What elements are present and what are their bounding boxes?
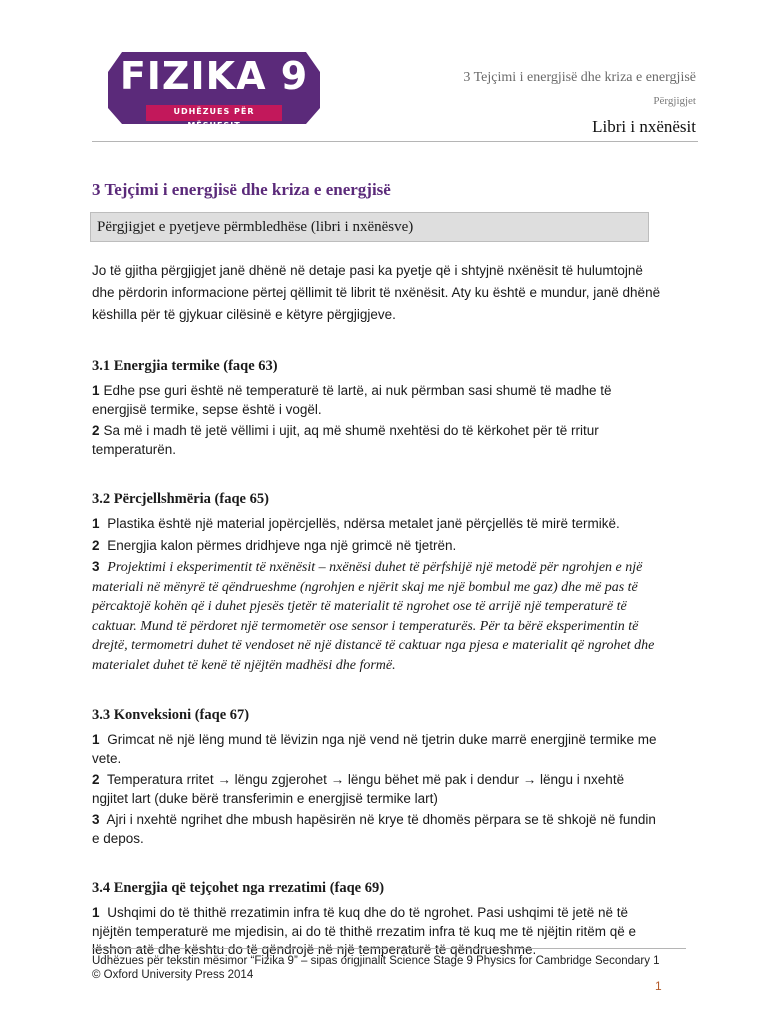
logo-title: FIZIKA 9 (119, 54, 309, 98)
section-title: 3.4 Energjia që tejçohet nga rrezatimi (faqe 69) (92, 880, 385, 896)
header-subtitle: Përgjigjet (653, 95, 696, 107)
answer-item (92, 731, 662, 768)
answer-item (92, 771, 662, 808)
answer-number: 2 (92, 423, 100, 438)
section-title: 3.3 Konveksioni (faqe 67) (92, 707, 250, 723)
answer-text: Ushqimi do të thithë rrezatimin infra të kuq dhe do të ngrohet. Pasi ushqimi të jetë në të njëjtën temperaturë me mjedisin, ai do të thithë rrezatim infra të kuq me të njëjtin ritëm që e lëshon atë dhe kështu do të qëndrojë në një temperaturë të qëndrueshme. (92, 905, 637, 957)
answer-item (92, 558, 662, 675)
footer-text (92, 954, 682, 982)
answer-text: Sa më i madh të jetë vëllimi i ujit, aq më shumë nxehtësi do të kërkohet për të rritur temperaturën. (92, 423, 599, 457)
answer-number: 1 (92, 516, 100, 531)
footer-divider (92, 948, 686, 949)
section-3-3 (92, 705, 662, 848)
header-chapter-title: 3 Tejçimi i energjisë dhe kriza e energjisë (463, 70, 696, 85)
header-divider (92, 141, 698, 142)
answer-item (92, 537, 662, 556)
answer-item (92, 422, 662, 459)
answer-number: 2 (92, 537, 100, 553)
page-number: 1 (655, 979, 662, 993)
answer-number: 2 (92, 772, 100, 787)
summary-box: Përgjigjet e pyetjeve përmbledhëse (libri i nxënësve) (90, 212, 649, 242)
section-title: 3.1 Energjia termike (faqe 63) (92, 358, 278, 374)
answer-text: Projektimi i eksperimentit të nxënësit – nxënësi duhet të përfshijë një metodë për ngrohjen e një materiali në mënyrë të qëndrueshme (ngrohjen e njërit skaj me një bombul me gaz) dhe më pas të përcaktojë kohën që i duhet pjesës tjetër të materialit të ngrohet ose të arrijë një temperaturë të caktuar. Mund të përdoret një termometër ose sensor i temperaturës. Për ta bërë eksperimentin të drejtë, termometri duhet të vendoset në një distancë të caktuar nga pjesa e materialit që ngrohet dhe materialet duhet të kenë të njëjtën madhësi dhe formë. (92, 560, 655, 673)
answer-number: 1 (92, 383, 100, 398)
answer-number: 3 (92, 812, 100, 827)
answer-item (92, 515, 662, 534)
footer-line-1: Udhëzues për tekstin mësimor “Fizika 9” – sipas origjinalit Science Stage 9 Physics for Cambridge Secondary 1 (92, 955, 660, 967)
page-content (92, 178, 662, 963)
answer-item (92, 904, 662, 960)
answer-text: Edhe pse guri është në temperaturë të lartë, ai nuk përmban sasi shumë të madhe të energjisë termike, sepse është i vogël. (92, 383, 612, 417)
section-3-2 (92, 489, 662, 675)
intro-paragraph: Jo të gjitha përgjigjet janë dhënë në detaje pasi ka pyetje që i shtyjnë nxënësit të hulumtojnë dhe përdorin informacione përtej qëllimit të librit të nxënësit. Aty ku është e mundur, janë dhënë këshilla për të gjykuar cilësinë e këtyre përgjigjeve. (92, 263, 661, 322)
answer-item (92, 811, 662, 848)
header-book-name: Libri i nxënësit (592, 117, 696, 136)
answer-number: 3 (92, 559, 100, 574)
page-heading: 3 Tejçimi i energjisë dhe kriza e energjisë (92, 180, 391, 199)
answer-text: Temperatura rritet → lëngu zgjerohet → lëngu bëhet më pak i dendur → lëngu i nxehtë ngjitet lart (duke bërë transferimin e energjisë termike lart) (92, 772, 625, 806)
answer-text: Ajri i nxehtë ngrihet dhe mbush hapësirën në krye të dhomës përpara se të shkojë në fundin e depos. (92, 812, 656, 846)
answer-text: Energjia kalon përmes dridhjeve nga një grimcë në tjetrën. (107, 537, 457, 553)
answer-text: Grimcat në një lëng mund të lëvizin nga një vend në tjetrin duke marrë energjinë termike me vete. (92, 732, 657, 766)
section-title: 3.2 Përcjellshmëria (faqe 65) (92, 491, 269, 507)
answer-text: Plastika është një material jopërcjellës, ndërsa metalet janë përçjellës të mirë termikë. (107, 516, 620, 531)
logo-subtitle: UDHËZUES PËR MËSUESIT (173, 107, 255, 130)
fizika-9-logo (108, 48, 320, 130)
answer-number: 1 (92, 732, 100, 747)
answer-item (92, 382, 662, 419)
section-3-1 (92, 356, 662, 459)
footer-line-2: © Oxford University Press 2014 (92, 969, 254, 981)
answer-number: 1 (92, 905, 100, 920)
